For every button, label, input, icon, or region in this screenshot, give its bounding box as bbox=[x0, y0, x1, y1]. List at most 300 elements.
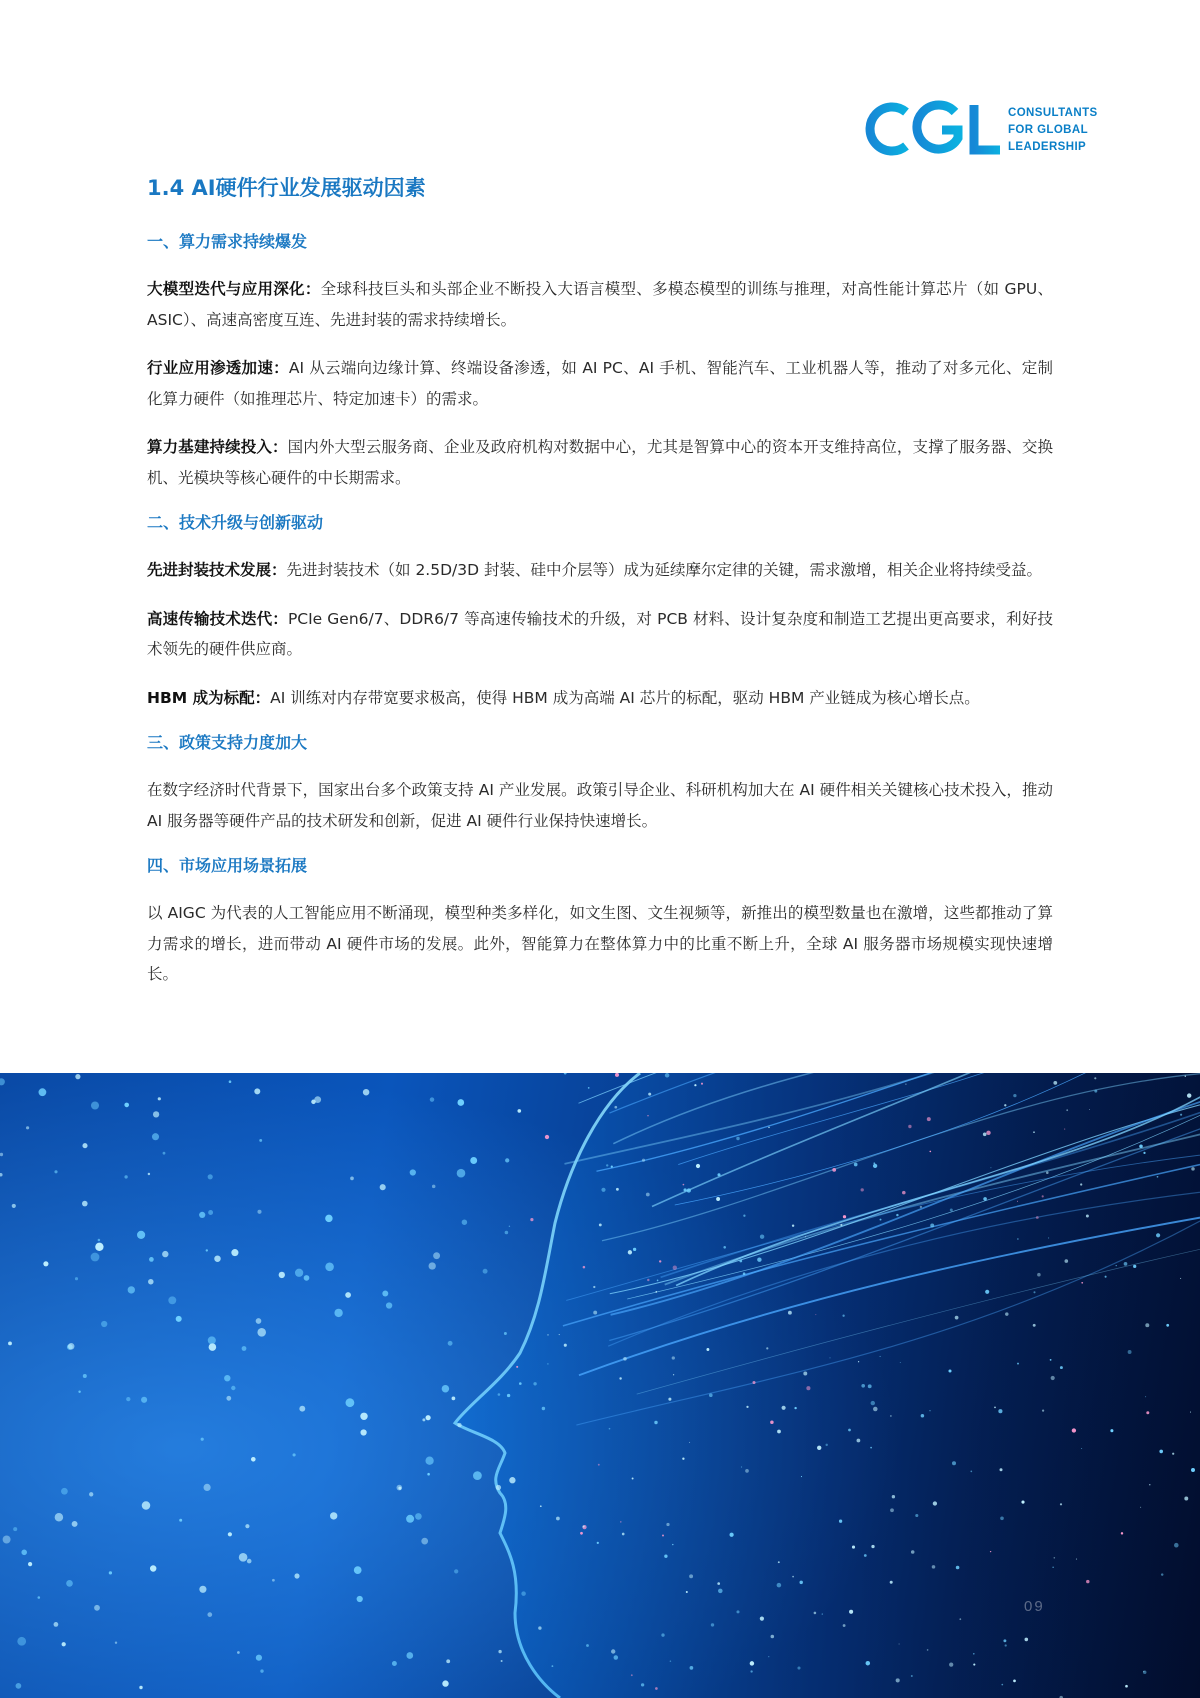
particle bbox=[556, 1517, 560, 1521]
particle bbox=[257, 1210, 261, 1214]
particle bbox=[304, 1275, 310, 1281]
particle bbox=[1003, 1639, 1006, 1642]
particle bbox=[247, 1559, 252, 1564]
particle bbox=[1094, 1090, 1097, 1093]
particle bbox=[1042, 1195, 1044, 1197]
particle bbox=[899, 1643, 900, 1644]
particle bbox=[690, 1666, 694, 1670]
particle bbox=[927, 1117, 931, 1121]
particle bbox=[547, 1363, 549, 1365]
particle bbox=[655, 1687, 658, 1690]
particle bbox=[832, 1168, 836, 1172]
particle bbox=[983, 1132, 987, 1136]
particle bbox=[199, 1212, 205, 1218]
particle bbox=[670, 1660, 672, 1662]
particle bbox=[8, 1341, 12, 1345]
particle bbox=[26, 1126, 29, 1129]
particle bbox=[505, 1158, 509, 1162]
particle bbox=[1156, 1233, 1160, 1237]
paragraph bbox=[147, 775, 1053, 836]
particle bbox=[406, 1515, 414, 1523]
section-market-expansion bbox=[147, 854, 1053, 990]
particle bbox=[295, 1269, 303, 1277]
particle bbox=[792, 1224, 794, 1226]
particle bbox=[457, 1423, 461, 1427]
particle bbox=[43, 1261, 48, 1266]
particle bbox=[1037, 1273, 1041, 1277]
particle bbox=[95, 1243, 103, 1251]
particle bbox=[1060, 1503, 1062, 1505]
particle bbox=[207, 1612, 212, 1617]
particle bbox=[448, 1341, 453, 1346]
particle bbox=[687, 1188, 691, 1192]
particle bbox=[911, 1675, 913, 1677]
particle bbox=[930, 1223, 934, 1227]
particle bbox=[642, 1159, 645, 1162]
particle bbox=[580, 1532, 583, 1535]
particle bbox=[672, 1356, 675, 1359]
paragraph-text: AI 从云端向边缘计算、终端设备渗透，如 AI PC、AI 手机、智能汽车、工业机器人等，推动了对多元化、定制化算力硬件（如推理芯片、特定加速卡）的需求。 bbox=[147, 359, 1053, 408]
particle bbox=[611, 1649, 615, 1653]
particle bbox=[1140, 1507, 1141, 1508]
particle bbox=[1013, 1680, 1016, 1683]
particle bbox=[551, 1665, 553, 1667]
particle bbox=[54, 1170, 57, 1173]
particle bbox=[1080, 1183, 1082, 1185]
particle bbox=[902, 1191, 906, 1195]
particle bbox=[849, 1610, 853, 1614]
particle bbox=[12, 1204, 16, 1208]
particle bbox=[16, 1683, 22, 1689]
particle bbox=[760, 1617, 764, 1621]
particle bbox=[794, 1407, 796, 1409]
particle bbox=[517, 1109, 521, 1113]
particle bbox=[718, 1589, 723, 1594]
particle bbox=[13, 1527, 17, 1531]
particle bbox=[1005, 1644, 1007, 1646]
logo-line: FOR GLOBAL bbox=[1008, 124, 1089, 136]
particle bbox=[442, 1385, 450, 1393]
particle bbox=[293, 1453, 296, 1456]
particle bbox=[1161, 1573, 1163, 1575]
particle bbox=[1124, 1262, 1128, 1266]
particle bbox=[664, 1555, 667, 1558]
particle bbox=[256, 1655, 262, 1661]
particle bbox=[873, 1407, 878, 1412]
particle bbox=[564, 1344, 567, 1347]
particle bbox=[82, 1201, 88, 1207]
particle bbox=[746, 1406, 748, 1408]
particle bbox=[422, 1418, 425, 1421]
particle bbox=[208, 1174, 213, 1179]
particle bbox=[857, 1439, 861, 1443]
particle bbox=[128, 1286, 135, 1293]
particle bbox=[1081, 1282, 1083, 1284]
particle bbox=[990, 1551, 991, 1552]
particle bbox=[1094, 1077, 1096, 1079]
particle bbox=[871, 1545, 874, 1548]
particle bbox=[672, 1544, 673, 1545]
particle bbox=[39, 1088, 47, 1096]
particle bbox=[990, 1167, 991, 1168]
particle bbox=[1180, 1278, 1181, 1279]
particle bbox=[736, 1137, 739, 1140]
particle bbox=[623, 1357, 627, 1361]
particle bbox=[927, 1649, 929, 1651]
particle bbox=[799, 1581, 802, 1584]
particle bbox=[815, 1314, 816, 1315]
particle bbox=[66, 1580, 73, 1587]
particle bbox=[770, 1421, 774, 1425]
particle bbox=[1013, 1094, 1016, 1097]
particle bbox=[599, 1223, 602, 1226]
particle bbox=[229, 1080, 232, 1083]
particle bbox=[601, 1188, 605, 1192]
paragraph-lead: HBM 成为标配： bbox=[147, 688, 271, 707]
section-compute-demand bbox=[147, 230, 1053, 493]
particle bbox=[646, 1193, 650, 1197]
particle bbox=[28, 1562, 32, 1566]
particle bbox=[256, 1318, 262, 1324]
particle bbox=[75, 1277, 78, 1280]
particle bbox=[868, 1384, 872, 1388]
particle bbox=[1064, 1129, 1065, 1130]
particle bbox=[654, 1421, 657, 1424]
particle bbox=[1184, 1497, 1188, 1501]
particle bbox=[1001, 1684, 1003, 1686]
particle bbox=[68, 1343, 75, 1350]
particle bbox=[382, 1291, 388, 1297]
particle bbox=[1017, 1201, 1018, 1202]
particle bbox=[628, 1250, 632, 1254]
particle bbox=[768, 1127, 770, 1129]
particle bbox=[842, 1315, 844, 1317]
paragraph-lead: 先进封装技术发展： bbox=[147, 561, 287, 579]
particle bbox=[949, 1662, 953, 1666]
particle bbox=[299, 1406, 305, 1412]
particle bbox=[615, 1073, 619, 1077]
particle bbox=[880, 1356, 881, 1357]
particle bbox=[519, 1382, 522, 1385]
section-heading: 四、市场应用场景拓展 bbox=[147, 856, 308, 875]
particle bbox=[723, 1246, 726, 1249]
section-heading: 三、政策支持力度加大 bbox=[147, 733, 308, 752]
particle bbox=[208, 1336, 216, 1344]
paragraph-lead: 高速传输技术迭代： bbox=[147, 609, 288, 628]
particle bbox=[559, 1334, 560, 1335]
particle bbox=[148, 1279, 154, 1285]
particle bbox=[682, 1458, 684, 1460]
particle bbox=[124, 1103, 129, 1108]
particle bbox=[1110, 1429, 1113, 1432]
particle bbox=[825, 1444, 827, 1446]
particle bbox=[1185, 1076, 1186, 1077]
particle bbox=[880, 1219, 882, 1221]
particle bbox=[631, 1674, 633, 1676]
particle bbox=[586, 1644, 589, 1647]
particle bbox=[839, 1520, 842, 1523]
particle bbox=[729, 1533, 733, 1537]
particle bbox=[433, 1252, 440, 1259]
particle bbox=[72, 1521, 78, 1527]
particle bbox=[932, 1565, 936, 1569]
particle bbox=[952, 1461, 956, 1465]
particle bbox=[168, 1296, 176, 1304]
particle bbox=[689, 1442, 690, 1443]
particle bbox=[858, 1361, 859, 1362]
particle bbox=[668, 1398, 671, 1401]
particle bbox=[386, 1302, 392, 1308]
particle bbox=[588, 1087, 590, 1089]
particle bbox=[457, 1169, 466, 1178]
particle bbox=[662, 1534, 664, 1536]
particle bbox=[803, 1372, 807, 1376]
particle bbox=[239, 1553, 248, 1562]
particle bbox=[1004, 1104, 1006, 1106]
paragraph-text: 在数字经济时代背景下，国家出台多个政策支持 AI 产业发展。政策引导企业、科研机构加大在 AI 硬件相关关键核心技术投入，推动 AI 服务器等硬件产品的技术研发和创新，促进 AI 硬件行业保持快速增长。 bbox=[147, 781, 1053, 830]
particle bbox=[778, 1561, 780, 1563]
particle bbox=[717, 1173, 720, 1176]
logo-line: CONSULTANTS bbox=[1008, 107, 1098, 119]
particle bbox=[3, 1536, 11, 1544]
particle bbox=[91, 1101, 99, 1109]
particle bbox=[259, 1139, 262, 1142]
particle bbox=[647, 1115, 648, 1116]
page-number: 09 bbox=[1024, 1598, 1045, 1615]
particle bbox=[521, 1591, 526, 1596]
particle bbox=[1053, 1081, 1057, 1085]
particle bbox=[696, 1164, 700, 1168]
particle bbox=[1021, 1501, 1024, 1504]
particle bbox=[583, 1525, 585, 1527]
particle bbox=[1000, 1516, 1004, 1520]
particle bbox=[805, 1236, 806, 1237]
particle bbox=[929, 1410, 930, 1411]
particle bbox=[915, 1514, 918, 1517]
particle bbox=[657, 1280, 659, 1282]
particle bbox=[896, 1678, 900, 1682]
particle bbox=[890, 1415, 891, 1416]
particle bbox=[124, 1175, 127, 1178]
particle bbox=[1033, 1291, 1035, 1293]
particle bbox=[896, 1214, 898, 1216]
particle bbox=[1060, 1366, 1063, 1369]
paragraph-text: 先进封装技术（如 2.5D/3D 封装、硅中介层等）成为延续摩尔定律的关键，需求激增，相关企业将持续受益。 bbox=[286, 561, 1042, 579]
particle bbox=[661, 1633, 664, 1636]
particle bbox=[843, 1215, 846, 1218]
particle bbox=[983, 1197, 987, 1201]
section-heading: 二、技术升级与创新驱动 bbox=[147, 513, 324, 532]
particle bbox=[955, 1316, 959, 1320]
particle bbox=[750, 1661, 754, 1665]
paragraph-lead: 算力基建持续投入： bbox=[147, 438, 288, 456]
particle bbox=[21, 1550, 27, 1556]
particle bbox=[750, 1670, 752, 1672]
particle bbox=[929, 1151, 931, 1153]
particle bbox=[1133, 1265, 1136, 1268]
particle bbox=[655, 1291, 657, 1293]
particle bbox=[62, 1642, 66, 1646]
particle bbox=[736, 1610, 739, 1613]
particle bbox=[1139, 1145, 1143, 1149]
particle bbox=[1033, 1324, 1036, 1327]
particle bbox=[158, 1097, 161, 1100]
particle bbox=[782, 1406, 786, 1410]
particle bbox=[797, 1666, 800, 1669]
particle bbox=[632, 1478, 634, 1480]
particle bbox=[137, 1231, 145, 1239]
particle bbox=[741, 1466, 742, 1467]
paragraph bbox=[147, 432, 1053, 493]
particle bbox=[1128, 1350, 1132, 1354]
particle bbox=[410, 1169, 416, 1175]
particle bbox=[1149, 1484, 1150, 1485]
particle bbox=[126, 1397, 130, 1401]
particle bbox=[701, 1083, 703, 1085]
paragraph bbox=[147, 604, 1053, 665]
particle bbox=[150, 1565, 156, 1571]
particle bbox=[871, 1401, 875, 1405]
section-policy-support bbox=[147, 731, 1053, 836]
particle bbox=[597, 1542, 599, 1544]
particle bbox=[866, 1661, 871, 1666]
particle bbox=[530, 1218, 533, 1221]
particle bbox=[873, 1164, 877, 1168]
document-body bbox=[147, 172, 1053, 1008]
particle bbox=[454, 1569, 458, 1573]
particle bbox=[711, 1623, 714, 1626]
particle bbox=[911, 1550, 915, 1554]
particle bbox=[806, 1386, 810, 1390]
particle bbox=[864, 1554, 867, 1557]
particle bbox=[1166, 1324, 1169, 1327]
logo-wordmark bbox=[1008, 105, 1098, 156]
particle bbox=[139, 1686, 142, 1689]
particle bbox=[473, 1471, 482, 1480]
particle bbox=[890, 1508, 894, 1512]
particle bbox=[199, 1586, 206, 1593]
particle bbox=[209, 1343, 217, 1351]
particle bbox=[843, 1624, 846, 1627]
particle bbox=[148, 1173, 150, 1175]
cgl-logo-mark bbox=[862, 100, 1002, 158]
particle bbox=[446, 1659, 450, 1663]
particle bbox=[452, 1397, 456, 1401]
particle bbox=[1017, 1238, 1018, 1239]
particle bbox=[509, 1226, 510, 1227]
paragraph-text: 全球科技巨头和头部企业不断投入大语言模型、多模态模型的训练与推理，对高性能计算芯片（如 GPU、ASIC）、高速高密度互连、先进封装的需求持续增长。 bbox=[147, 280, 1053, 329]
particle bbox=[1086, 1580, 1089, 1583]
particle bbox=[153, 1111, 159, 1117]
particle bbox=[325, 1263, 334, 1272]
particle bbox=[1121, 1532, 1123, 1534]
particle bbox=[822, 1613, 823, 1614]
company-logo bbox=[862, 100, 1110, 160]
particle bbox=[620, 1521, 621, 1522]
particle bbox=[1081, 1448, 1082, 1449]
particle bbox=[852, 1546, 855, 1549]
particle bbox=[840, 1224, 842, 1226]
particle bbox=[1000, 1468, 1003, 1471]
particle bbox=[231, 1249, 238, 1256]
particle bbox=[614, 1106, 617, 1109]
paragraph bbox=[147, 683, 1053, 714]
particle bbox=[542, 1407, 545, 1410]
particle bbox=[788, 1311, 792, 1315]
particle bbox=[950, 1209, 953, 1212]
particle bbox=[260, 1669, 263, 1672]
particle bbox=[948, 1369, 951, 1372]
particle bbox=[709, 1393, 713, 1397]
particle bbox=[814, 1612, 817, 1615]
particle bbox=[1072, 1428, 1076, 1432]
paragraph-text: AI 训练对内存带宽要求极高，使得 HBM 成为高端 AI 芯片的标配，驱动 HBM 产业链成为核心增长点。 bbox=[270, 688, 980, 707]
particle bbox=[829, 1357, 830, 1358]
particle bbox=[1159, 1450, 1163, 1454]
particle bbox=[498, 1393, 501, 1396]
particle bbox=[1190, 1412, 1191, 1413]
particle bbox=[462, 1219, 467, 1224]
particle bbox=[659, 1260, 661, 1262]
particle bbox=[986, 1131, 990, 1135]
particle bbox=[1065, 1259, 1069, 1263]
particle bbox=[470, 1157, 477, 1164]
particle bbox=[533, 1382, 536, 1385]
particle bbox=[360, 1429, 366, 1435]
particle bbox=[1066, 1109, 1068, 1111]
particle bbox=[611, 1166, 613, 1168]
particle bbox=[214, 1255, 220, 1261]
particle bbox=[545, 1135, 549, 1139]
particle bbox=[109, 1571, 112, 1574]
particle bbox=[75, 1074, 80, 1079]
particle bbox=[609, 1428, 611, 1430]
particle bbox=[149, 1257, 154, 1262]
particle bbox=[1048, 1237, 1049, 1238]
logo-line: LEADERSHIP bbox=[1008, 141, 1087, 153]
particle bbox=[717, 1582, 720, 1585]
particle bbox=[854, 1163, 858, 1167]
particle bbox=[457, 1099, 464, 1106]
paragraph-lead: 大模型迭代与应用深化： bbox=[147, 280, 321, 298]
particle bbox=[1017, 1363, 1019, 1365]
particle bbox=[163, 1152, 166, 1155]
particle bbox=[206, 1249, 208, 1251]
particle bbox=[176, 1316, 182, 1322]
section-tech-upgrade bbox=[147, 511, 1053, 713]
paragraph bbox=[147, 898, 1053, 990]
particle bbox=[673, 1266, 677, 1270]
particle bbox=[257, 1328, 266, 1337]
particle bbox=[237, 1651, 240, 1654]
particle bbox=[427, 1473, 430, 1476]
particle bbox=[760, 1235, 764, 1239]
paragraph-text: PCIe Gen6/7、DDR6/7 等高速传输技术的升级，对 PCB 材料、设计复杂度和制造工艺提出更高要求，利好技术领先的硬件供应商。 bbox=[147, 609, 1053, 658]
particle bbox=[1050, 1359, 1052, 1361]
particle bbox=[777, 1430, 781, 1434]
particle bbox=[346, 1398, 355, 1407]
particle bbox=[743, 1215, 745, 1217]
particle bbox=[683, 1184, 685, 1186]
particle bbox=[55, 1513, 63, 1521]
particle bbox=[1033, 1131, 1035, 1133]
particle bbox=[606, 1164, 608, 1166]
particle bbox=[162, 1251, 168, 1257]
particle bbox=[861, 1384, 865, 1388]
particle bbox=[706, 1348, 709, 1351]
particle bbox=[330, 1512, 337, 1519]
paragraph-text: 以 AIGC 为代表的人工智能应用不断涌现，模型种类多样化，如文生图、文生视频等，新推出的模型数量也在激增，这些都推动了算力需求的增长，进而带动 AI 硬件市场的发展。此外，智能算力在整体算力中的比重不断上升，全球 AI 服务器市场规模实现快速增长。 bbox=[147, 904, 1053, 983]
